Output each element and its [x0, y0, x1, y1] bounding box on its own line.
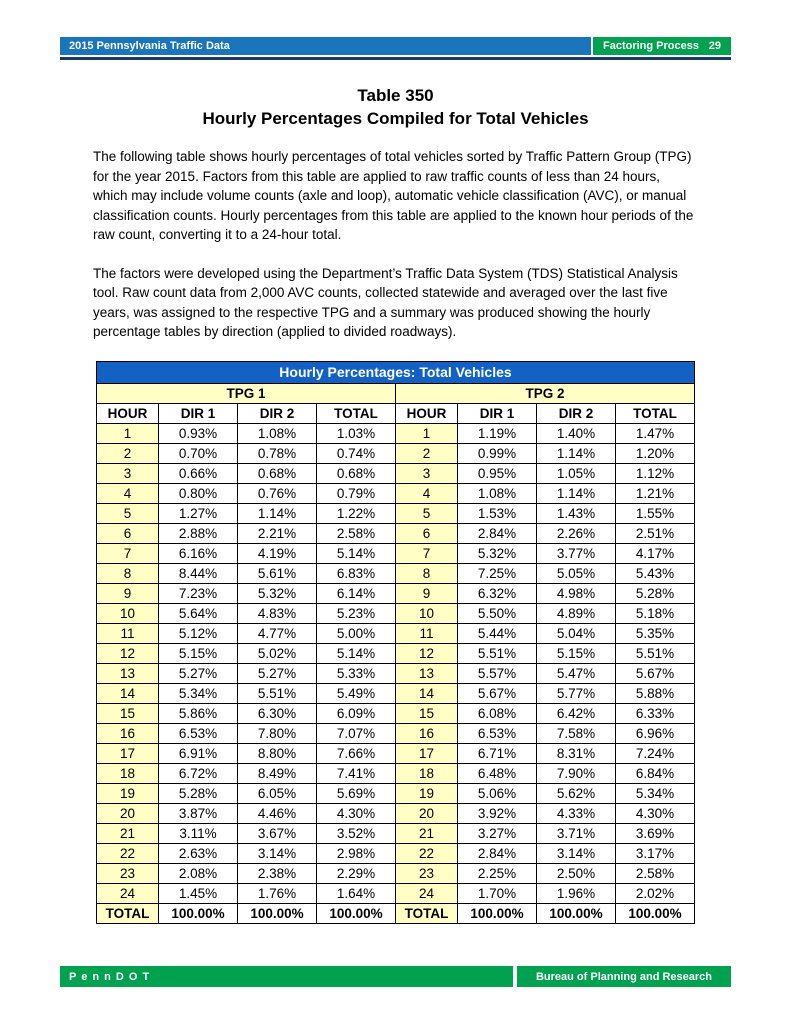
table-row: [97, 503, 695, 523]
value-cell: 8.44%: [159, 563, 238, 583]
value-cell: 5.43%: [616, 563, 695, 583]
hour-cell: 16: [97, 723, 159, 743]
value-cell: 5.77%: [537, 683, 616, 703]
value-cell: 0.68%: [238, 463, 317, 483]
hour-cell: 23: [396, 863, 458, 883]
hour-cell: 17: [396, 743, 458, 763]
value-cell: 5.50%: [458, 603, 537, 623]
hour-cell: 15: [97, 703, 159, 723]
hour-cell: 19: [396, 783, 458, 803]
value-cell: 3.52%: [317, 823, 396, 843]
hour-cell: 14: [97, 683, 159, 703]
hour-cell: 7: [396, 543, 458, 563]
hour-cell: 15: [396, 703, 458, 723]
title-line2: Hourly Percentages Compiled for Total Vehicles: [202, 109, 589, 128]
page-header: [60, 37, 731, 55]
value-cell: 5.67%: [458, 683, 537, 703]
table-row: [97, 603, 695, 623]
table-title-heading: [93, 84, 698, 130]
table-banner: Hourly Percentages: Total Vehicles: [97, 361, 695, 383]
hour-cell: 11: [97, 623, 159, 643]
value-cell: 1.96%: [537, 883, 616, 903]
table-row: [97, 623, 695, 643]
table-row: [97, 783, 695, 803]
hourly-percentages-table: [96, 361, 695, 924]
value-cell: 6.09%: [317, 703, 396, 723]
footer-penndot-label: P e n n D O T: [60, 966, 513, 987]
hour-cell: 12: [396, 643, 458, 663]
value-cell: 5.51%: [458, 643, 537, 663]
value-cell: 5.27%: [238, 663, 317, 683]
value-cell: 6.30%: [238, 703, 317, 723]
hour-cell: 18: [396, 763, 458, 783]
value-cell: 5.32%: [458, 543, 537, 563]
value-cell: 5.47%: [537, 663, 616, 683]
value-cell: 7.80%: [238, 723, 317, 743]
total-label-cell: TOTAL: [97, 903, 159, 923]
value-cell: 5.35%: [616, 623, 695, 643]
hour-cell: 2: [97, 443, 159, 463]
value-cell: 7.66%: [317, 743, 396, 763]
hour-cell: 10: [97, 603, 159, 623]
value-cell: 4.30%: [317, 803, 396, 823]
hour-cell: 4: [396, 483, 458, 503]
value-cell: 5.49%: [317, 683, 396, 703]
header-rule: [60, 57, 731, 60]
table-row: [97, 563, 695, 583]
value-cell: 3.69%: [616, 823, 695, 843]
hour-cell: 16: [396, 723, 458, 743]
value-cell: 4.98%: [537, 583, 616, 603]
value-cell: 5.15%: [159, 643, 238, 663]
hour-cell: 5: [396, 503, 458, 523]
value-cell: 4.19%: [238, 543, 317, 563]
value-cell: 2.51%: [616, 523, 695, 543]
value-cell: 6.53%: [159, 723, 238, 743]
table-row: [97, 863, 695, 883]
hour-cell: 8: [97, 563, 159, 583]
value-cell: 0.74%: [317, 443, 396, 463]
hour-cell: 13: [97, 663, 159, 683]
hour-cell: 2: [396, 443, 458, 463]
value-cell: 5.64%: [159, 603, 238, 623]
value-cell: 1.03%: [317, 423, 396, 443]
value-cell: 3.71%: [537, 823, 616, 843]
value-cell: 5.14%: [317, 543, 396, 563]
value-cell: 7.24%: [616, 743, 695, 763]
value-cell: 4.33%: [537, 803, 616, 823]
column-header: HOUR: [396, 403, 458, 423]
hour-cell: 3: [97, 463, 159, 483]
value-cell: 6.14%: [317, 583, 396, 603]
value-cell: 2.02%: [616, 883, 695, 903]
value-cell: 2.50%: [537, 863, 616, 883]
table-row: [97, 743, 695, 763]
value-cell: 5.44%: [458, 623, 537, 643]
value-cell: 0.80%: [159, 483, 238, 503]
group-header-tpg1: TPG 1: [97, 383, 396, 403]
value-cell: 8.80%: [238, 743, 317, 763]
table-row: [97, 463, 695, 483]
table-row: [97, 423, 695, 443]
value-cell: 0.78%: [238, 443, 317, 463]
value-cell: 4.77%: [238, 623, 317, 643]
value-cell: 100.00%: [458, 903, 537, 923]
value-cell: 1.08%: [458, 483, 537, 503]
hour-cell: 17: [97, 743, 159, 763]
hour-cell: 3: [396, 463, 458, 483]
table-row: [97, 723, 695, 743]
value-cell: 3.14%: [238, 843, 317, 863]
value-cell: 5.51%: [616, 643, 695, 663]
table-row: [97, 483, 695, 503]
value-cell: 1.21%: [616, 483, 695, 503]
hour-cell: 22: [396, 843, 458, 863]
value-cell: 6.83%: [317, 563, 396, 583]
hour-cell: 1: [396, 423, 458, 443]
hour-cell: 22: [97, 843, 159, 863]
value-cell: 5.14%: [317, 643, 396, 663]
hour-cell: 19: [97, 783, 159, 803]
hour-cell: 1: [97, 423, 159, 443]
value-cell: 5.33%: [317, 663, 396, 683]
value-cell: 1.27%: [159, 503, 238, 523]
value-cell: 3.87%: [159, 803, 238, 823]
value-cell: 8.31%: [537, 743, 616, 763]
value-cell: 0.95%: [458, 463, 537, 483]
table-row: [97, 763, 695, 783]
value-cell: 5.57%: [458, 663, 537, 683]
value-cell: 6.08%: [458, 703, 537, 723]
header-section-label: Factoring Process: [603, 40, 699, 52]
value-cell: 5.88%: [616, 683, 695, 703]
value-cell: 6.42%: [537, 703, 616, 723]
value-cell: 4.46%: [238, 803, 317, 823]
value-cell: 2.08%: [159, 863, 238, 883]
paragraph-2: The factors were developed using the Department’s Traffic Data System (TDS) Statistical Analysis tool. Raw count data from 2,000 AVC counts, collected statewide and averaged over the last five years, was assigned to the respective TPG and a summary was produced showing the hourly percentage tables by direction (applied to divided roadways).: [93, 265, 678, 339]
value-cell: 1.55%: [616, 503, 695, 523]
value-cell: 7.07%: [317, 723, 396, 743]
value-cell: 0.99%: [458, 443, 537, 463]
value-cell: 4.30%: [616, 803, 695, 823]
value-cell: 5.05%: [537, 563, 616, 583]
value-cell: 100.00%: [159, 903, 238, 923]
hour-cell: 7: [97, 543, 159, 563]
total-label-cell: TOTAL: [396, 903, 458, 923]
hour-cell: 24: [97, 883, 159, 903]
hour-cell: 20: [396, 803, 458, 823]
value-cell: 5.28%: [616, 583, 695, 603]
page-number: 29: [708, 40, 721, 52]
value-cell: 5.28%: [159, 783, 238, 803]
header-section-block: [593, 37, 731, 55]
value-cell: 6.48%: [458, 763, 537, 783]
value-cell: 5.51%: [238, 683, 317, 703]
table-row: [97, 543, 695, 563]
page-content: [93, 84, 698, 924]
hour-cell: 18: [97, 763, 159, 783]
value-cell: 5.34%: [616, 783, 695, 803]
footer-bureau-label: Bureau of Planning and Research: [517, 966, 731, 987]
value-cell: 5.61%: [238, 563, 317, 583]
value-cell: 6.96%: [616, 723, 695, 743]
value-cell: 2.88%: [159, 523, 238, 543]
value-cell: 5.23%: [317, 603, 396, 623]
value-cell: 7.90%: [537, 763, 616, 783]
group-header-tpg2: TPG 2: [396, 383, 695, 403]
table-row: [97, 643, 695, 663]
value-cell: 1.14%: [537, 483, 616, 503]
value-cell: 2.25%: [458, 863, 537, 883]
value-cell: 1.05%: [537, 463, 616, 483]
hour-cell: 21: [97, 823, 159, 843]
hour-cell: 9: [97, 583, 159, 603]
value-cell: 8.49%: [238, 763, 317, 783]
table-row: [97, 823, 695, 843]
value-cell: 2.58%: [616, 863, 695, 883]
value-cell: 2.98%: [317, 843, 396, 863]
value-cell: 3.27%: [458, 823, 537, 843]
value-cell: 0.76%: [238, 483, 317, 503]
value-cell: 5.04%: [537, 623, 616, 643]
table-title-row: [97, 361, 695, 383]
value-cell: 100.00%: [317, 903, 396, 923]
value-cell: 2.38%: [238, 863, 317, 883]
value-cell: 100.00%: [616, 903, 695, 923]
value-cell: 1.22%: [317, 503, 396, 523]
value-cell: 1.14%: [238, 503, 317, 523]
value-cell: 1.53%: [458, 503, 537, 523]
value-cell: 2.58%: [317, 523, 396, 543]
value-cell: 7.25%: [458, 563, 537, 583]
value-cell: 0.68%: [317, 463, 396, 483]
value-cell: 7.23%: [159, 583, 238, 603]
value-cell: 5.34%: [159, 683, 238, 703]
table-row: [97, 803, 695, 823]
value-cell: 1.45%: [159, 883, 238, 903]
table-row: [97, 883, 695, 903]
value-cell: 5.06%: [458, 783, 537, 803]
table-row: [97, 663, 695, 683]
value-cell: 6.72%: [159, 763, 238, 783]
value-cell: 5.67%: [616, 663, 695, 683]
value-cell: 6.84%: [616, 763, 695, 783]
hour-cell: 5: [97, 503, 159, 523]
value-cell: 1.40%: [537, 423, 616, 443]
value-cell: 1.14%: [537, 443, 616, 463]
value-cell: 6.71%: [458, 743, 537, 763]
hour-cell: 24: [396, 883, 458, 903]
value-cell: 2.26%: [537, 523, 616, 543]
value-cell: 0.70%: [159, 443, 238, 463]
value-cell: 4.83%: [238, 603, 317, 623]
hour-cell: 6: [97, 523, 159, 543]
value-cell: 1.08%: [238, 423, 317, 443]
value-cell: 5.86%: [159, 703, 238, 723]
hour-cell: 8: [396, 563, 458, 583]
value-cell: 100.00%: [238, 903, 317, 923]
value-cell: 3.77%: [537, 543, 616, 563]
value-cell: 5.15%: [537, 643, 616, 663]
value-cell: 5.12%: [159, 623, 238, 643]
value-cell: 3.67%: [238, 823, 317, 843]
value-cell: 1.43%: [537, 503, 616, 523]
table-row: [97, 843, 695, 863]
value-cell: 3.11%: [159, 823, 238, 843]
table-row: [97, 703, 695, 723]
value-cell: 6.05%: [238, 783, 317, 803]
hour-cell: 23: [97, 863, 159, 883]
column-header: DIR 1: [458, 403, 537, 423]
header-document-title: 2015 Pennsylvania Traffic Data: [60, 37, 591, 55]
value-cell: 5.32%: [238, 583, 317, 603]
table-row: [97, 683, 695, 703]
value-cell: 2.84%: [458, 843, 537, 863]
value-cell: 2.29%: [317, 863, 396, 883]
value-cell: 3.17%: [616, 843, 695, 863]
column-header: DIR 1: [159, 403, 238, 423]
column-header: HOUR: [97, 403, 159, 423]
value-cell: 1.20%: [616, 443, 695, 463]
value-cell: 6.32%: [458, 583, 537, 603]
hour-cell: 11: [396, 623, 458, 643]
value-cell: 1.12%: [616, 463, 695, 483]
value-cell: 1.19%: [458, 423, 537, 443]
hour-cell: 9: [396, 583, 458, 603]
column-header: DIR 2: [238, 403, 317, 423]
hour-cell: 20: [97, 803, 159, 823]
value-cell: 0.66%: [159, 463, 238, 483]
hour-cell: 6: [396, 523, 458, 543]
group-header-row: [97, 383, 695, 403]
value-cell: 1.64%: [317, 883, 396, 903]
value-cell: 4.17%: [616, 543, 695, 563]
value-cell: 6.91%: [159, 743, 238, 763]
value-cell: 6.33%: [616, 703, 695, 723]
value-cell: 100.00%: [537, 903, 616, 923]
paragraph-1: The following table shows hourly percentages of total vehicles sorted by Traffic Pattern Group (TPG) for the year 2015. Factors from this table are applied to raw traffic counts of less than 24 hours, which may include volume counts (axle and loop), automatic vehicle classification (AVC), or manual classification counts. Hourly percentages from this table are applied to the known hour periods of the raw count, converting it to a 24-hour total.: [93, 149, 694, 242]
value-cell: 5.02%: [238, 643, 317, 663]
value-cell: 5.62%: [537, 783, 616, 803]
hour-cell: 14: [396, 683, 458, 703]
column-header: TOTAL: [616, 403, 695, 423]
value-cell: 1.47%: [616, 423, 695, 443]
column-header-row: [97, 403, 695, 423]
hour-cell: 10: [396, 603, 458, 623]
column-header: DIR 2: [537, 403, 616, 423]
value-cell: 5.00%: [317, 623, 396, 643]
value-cell: 3.14%: [537, 843, 616, 863]
value-cell: 2.21%: [238, 523, 317, 543]
value-cell: 3.92%: [458, 803, 537, 823]
table-row: [97, 523, 695, 543]
total-row: [97, 903, 695, 923]
value-cell: 5.69%: [317, 783, 396, 803]
value-cell: 5.18%: [616, 603, 695, 623]
value-cell: 0.93%: [159, 423, 238, 443]
column-header: TOTAL: [317, 403, 396, 423]
value-cell: 1.76%: [238, 883, 317, 903]
value-cell: 0.79%: [317, 483, 396, 503]
title-line1: Table 350: [357, 86, 434, 105]
value-cell: 2.84%: [458, 523, 537, 543]
value-cell: 6.16%: [159, 543, 238, 563]
hour-cell: 21: [396, 823, 458, 843]
table-row: [97, 583, 695, 603]
value-cell: 7.41%: [317, 763, 396, 783]
value-cell: 5.27%: [159, 663, 238, 683]
value-cell: 7.58%: [537, 723, 616, 743]
hour-cell: 12: [97, 643, 159, 663]
hour-cell: 4: [97, 483, 159, 503]
value-cell: 1.70%: [458, 883, 537, 903]
table-row: [97, 443, 695, 463]
page-footer: [60, 966, 731, 987]
value-cell: 4.89%: [537, 603, 616, 623]
value-cell: 6.53%: [458, 723, 537, 743]
body-text: [93, 147, 698, 342]
hour-cell: 13: [396, 663, 458, 683]
value-cell: 2.63%: [159, 843, 238, 863]
